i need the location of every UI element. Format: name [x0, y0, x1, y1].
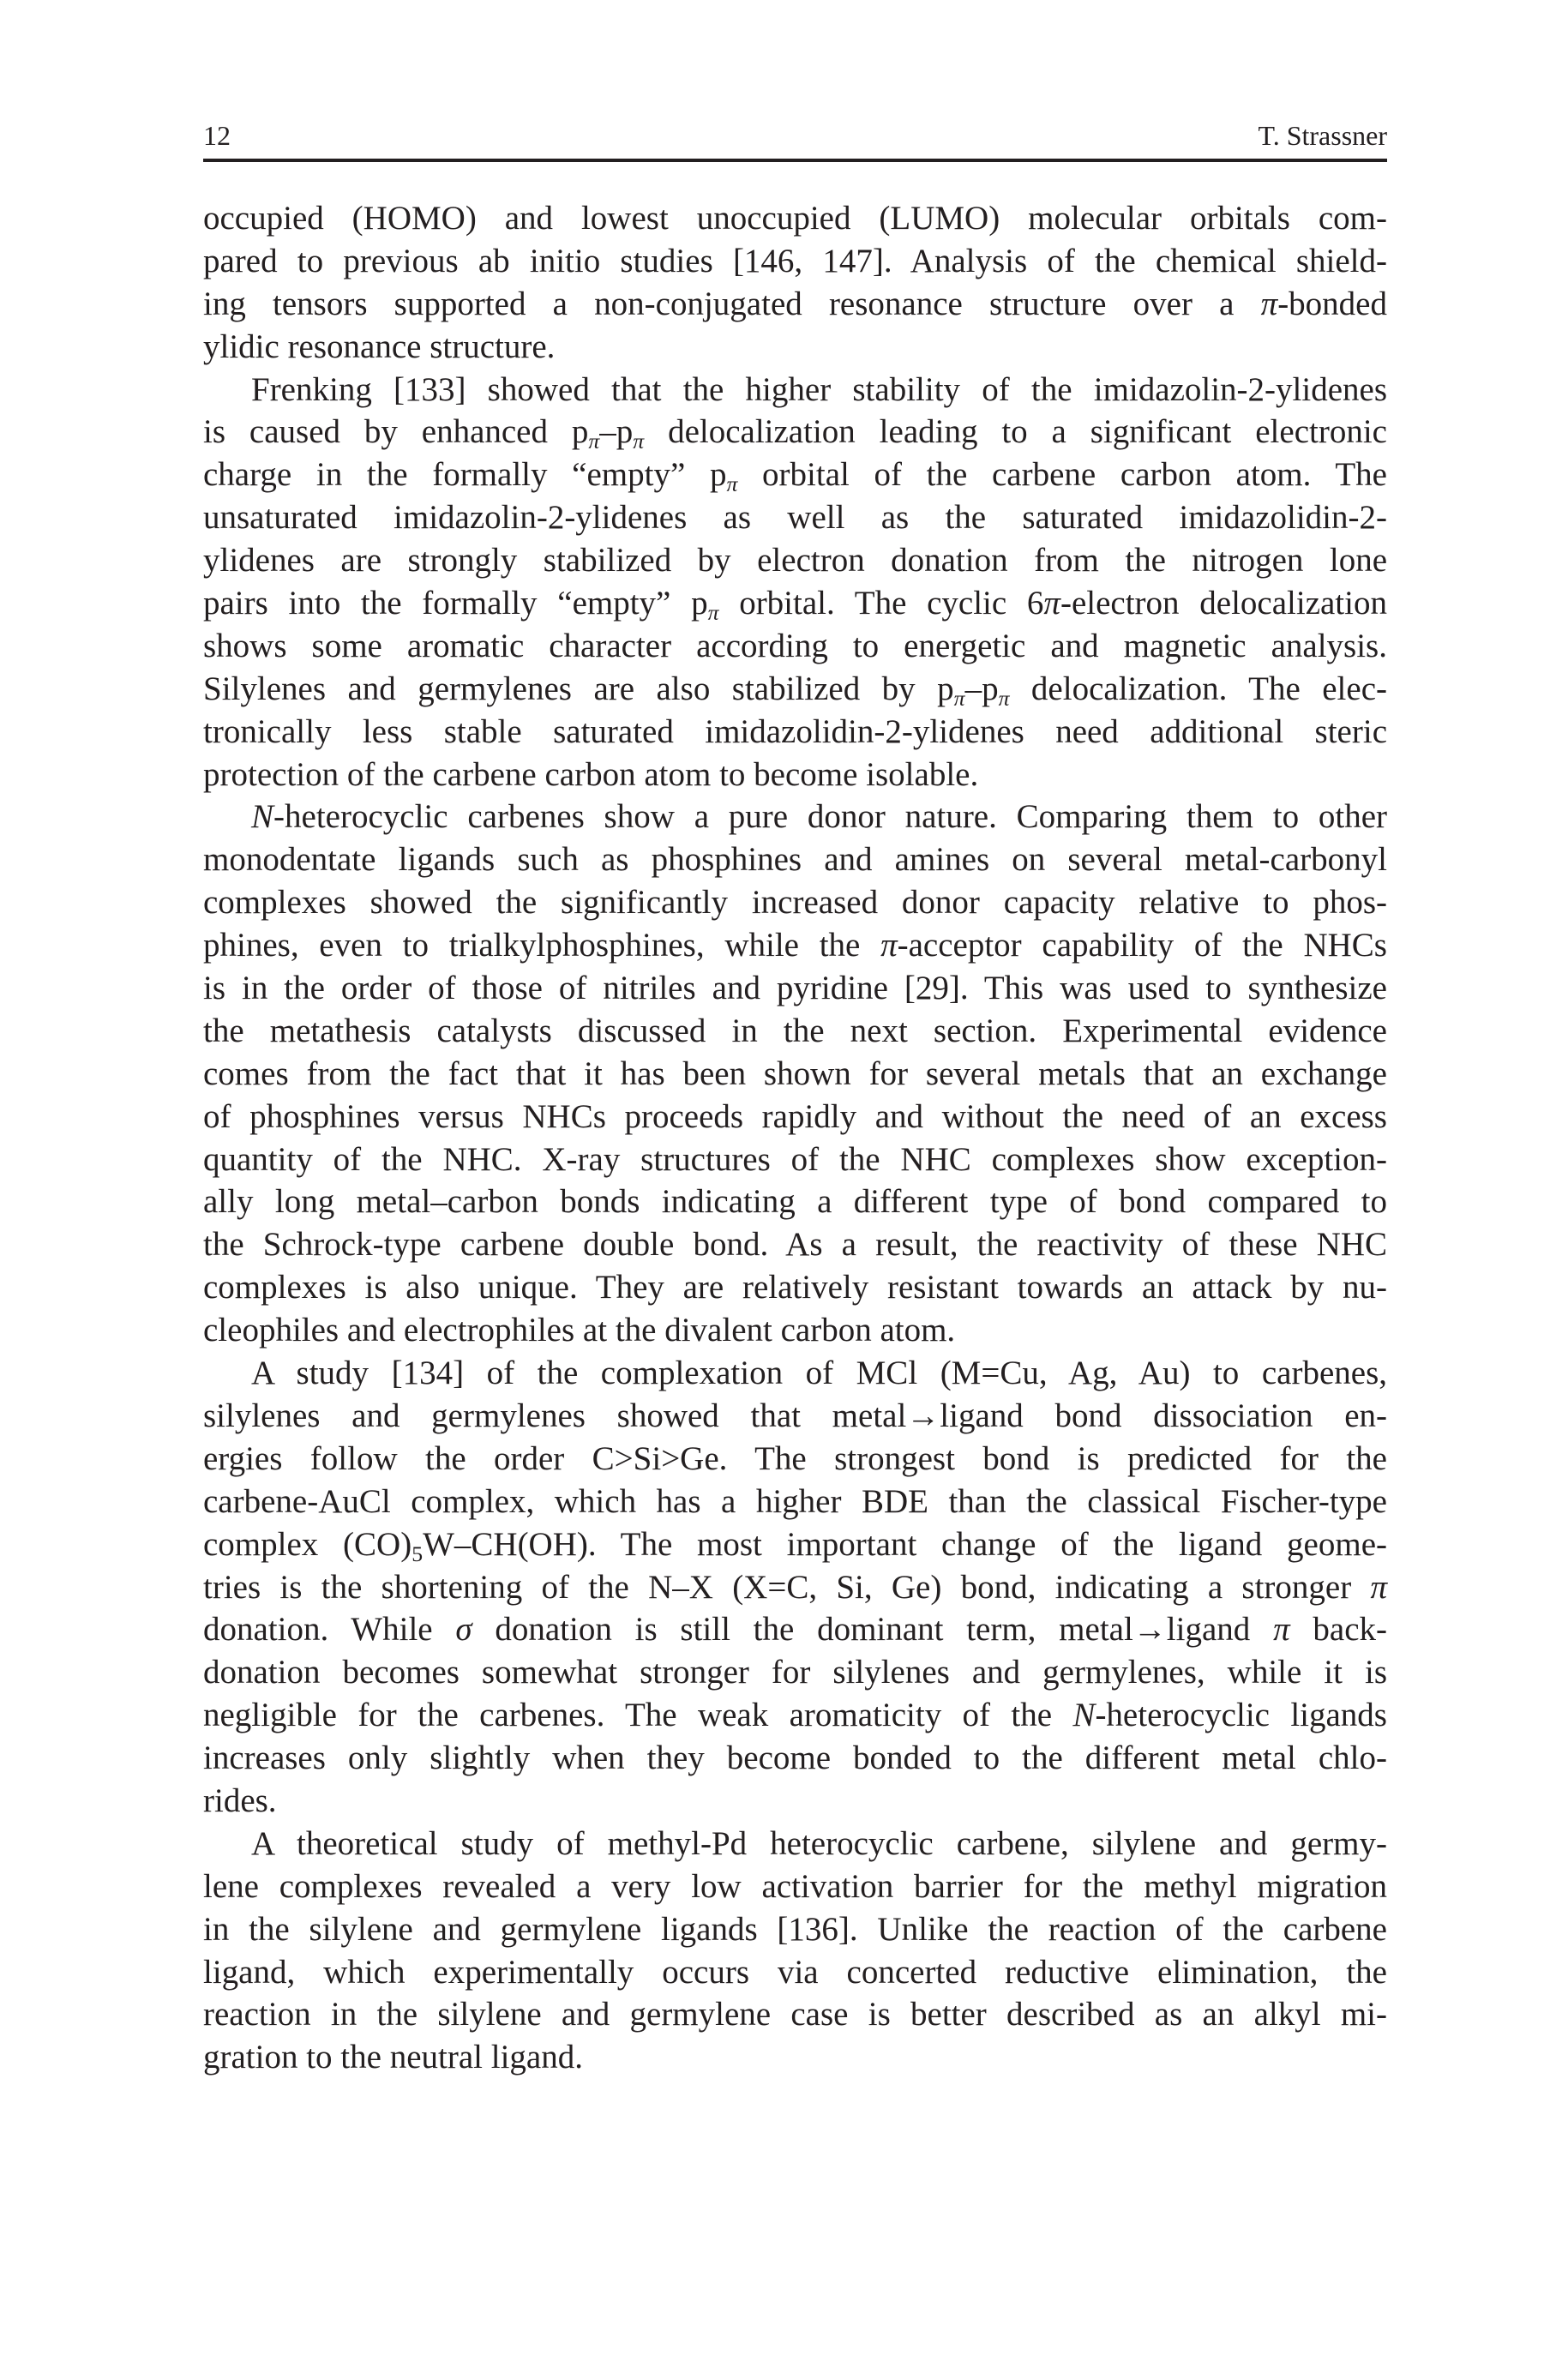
- text-run: the metathesis catalysts discussed in the next section. Experimental evidence: [203, 1012, 1387, 1049]
- text-line: [203, 838, 1387, 881]
- text-line: [203, 1865, 1387, 1908]
- text-run: complexes is also unique. They are relatively resistant towards an attack by nu-: [203, 1269, 1387, 1307]
- text-line: [203, 1823, 1387, 1865]
- text-line: [203, 1481, 1387, 1523]
- text-run: back-: [1289, 1611, 1387, 1649]
- text-line: [203, 1138, 1387, 1181]
- text-run: complex (CO): [203, 1525, 412, 1563]
- text-line: [203, 1737, 1387, 1780]
- text-line: [203, 967, 1387, 1010]
- text-run: delocalization. The elec-: [1009, 670, 1387, 707]
- text-run: W–CH(OH). The most important change of the ligand geome-: [423, 1525, 1387, 1563]
- text-run: –p: [599, 413, 634, 451]
- text-run: A study [134] of the complexation of MCl (M=Cu, Ag, Au) to carbenes,: [251, 1355, 1387, 1392]
- text-run: orbital. The cyclic 6: [718, 585, 1044, 622]
- text-run: -bonded: [1277, 285, 1387, 322]
- text-run: rides.: [203, 1781, 277, 1819]
- text-line: [203, 1993, 1387, 2036]
- text-run: lene complexes revealed a very low activation barrier for the methyl migration: [203, 1867, 1387, 1905]
- text-run: comes from the fact that it has been shown for several metals that an exchange: [203, 1054, 1387, 1092]
- inline-i: π: [1043, 585, 1060, 622]
- text-line: [203, 754, 1387, 796]
- page-number: 12: [203, 120, 231, 151]
- text-line: [203, 1180, 1387, 1223]
- text-run: –p: [964, 670, 999, 707]
- text-run: ylidic resonance structure.: [203, 327, 556, 365]
- text-line: [203, 1266, 1387, 1309]
- inline-sub-i: π: [998, 686, 1010, 711]
- text-run: gration to the neutral ligand.: [203, 2039, 583, 2076]
- text-line: [203, 1223, 1387, 1266]
- inline-i: σ: [455, 1611, 472, 1649]
- text-run: donation is still the dominant term, metal→ligand: [472, 1611, 1274, 1649]
- text-run: phines, even to trialkylphosphines, while the: [203, 927, 881, 964]
- text-line: [203, 496, 1387, 539]
- text-line: [203, 1566, 1387, 1609]
- text-line: [203, 1523, 1387, 1566]
- text-run: charge in the formally “empty” p: [203, 456, 727, 494]
- body-text: [203, 197, 1387, 2079]
- inline-i: π: [880, 927, 898, 964]
- text-run: monodentate ligands such as phosphines and amines on several metal-carbonyl: [203, 841, 1387, 879]
- text-line: [203, 1694, 1387, 1737]
- text-line: [203, 881, 1387, 924]
- text-line: [203, 668, 1387, 711]
- paragraph: [203, 796, 1387, 1352]
- running-head: [203, 118, 1387, 153]
- text-line: [203, 1780, 1387, 1823]
- text-line: [203, 1309, 1387, 1352]
- text-run: silylenes and germylenes showed that metal→ligand bond dissociation en-: [203, 1397, 1387, 1434]
- text-run: cleophiles and electrophiles at the divalent carbon atom.: [203, 1312, 956, 1349]
- text-line: [203, 539, 1387, 582]
- text-run: orbital of the carbene carbon atom. The: [737, 456, 1387, 494]
- text-run: donation. While: [203, 1611, 456, 1649]
- paragraph: [203, 1352, 1387, 1823]
- text-line: [203, 1395, 1387, 1438]
- text-run: delocalization leading to a significant electronic: [644, 413, 1387, 451]
- text-line: [203, 1908, 1387, 1951]
- inline-sub: 5: [412, 1541, 424, 1566]
- text-line: [203, 582, 1387, 625]
- text-run: -heterocyclic ligands: [1095, 1697, 1387, 1734]
- text-run: is caused by enhanced p: [203, 413, 589, 451]
- text-run: -electron delocalization: [1060, 585, 1387, 622]
- text-line: [203, 1608, 1387, 1651]
- inline-i: N: [1072, 1697, 1096, 1734]
- text-line: [203, 411, 1387, 454]
- text-run: ylidenes are strongly stabilized by electron donation from the nitrogen lone: [203, 542, 1387, 580]
- text-line: [203, 2036, 1387, 2079]
- text-run: shows some aromatic character according to energetic and magnetic analysis.: [203, 627, 1387, 664]
- inline-sub-i: π: [707, 600, 719, 626]
- inline-i: π: [1370, 1568, 1387, 1606]
- text-line: [203, 1352, 1387, 1395]
- text-line: [203, 197, 1387, 240]
- inline-sub-i: π: [588, 429, 600, 454]
- text-line: [203, 711, 1387, 754]
- paragraph: [203, 197, 1387, 369]
- inline-i: N: [251, 798, 274, 836]
- text-run: pairs into the formally “empty” p: [203, 585, 708, 622]
- text-run: pared to previous ab initio studies [146, 147]. Analysis of the chemical shield-: [203, 242, 1387, 279]
- text-line: [203, 326, 1387, 369]
- text-line: [203, 1053, 1387, 1096]
- text-run: A theoretical study of methyl-Pd heterocyclic carbene, silylene and germy-: [251, 1824, 1387, 1862]
- inline-i: π: [1260, 285, 1278, 322]
- inline-sub-i: π: [953, 686, 965, 711]
- text-run: increases only slightly when they become bonded to the different metal chlo-: [203, 1739, 1387, 1777]
- text-run: is in the order of those of nitriles and pyridine [29]. This was used to synthesize: [203, 970, 1387, 1007]
- text-line: [203, 240, 1387, 283]
- text-run: tries is the shortening of the N–X (X=C, Si, Ge) bond, indicating a stronger: [203, 1568, 1371, 1606]
- text-line: [203, 625, 1387, 668]
- text-line: [203, 796, 1387, 838]
- text-run: the Schrock-type carbene double bond. As a result, the reactivity of these NHC: [203, 1226, 1387, 1264]
- inline-sub-i: π: [633, 429, 645, 454]
- running-head-author: T. Strassner: [1258, 120, 1387, 151]
- header-rule: [203, 159, 1387, 162]
- text-line: [203, 454, 1387, 496]
- text-line: [203, 1096, 1387, 1138]
- text-run: quantity of the NHC. X-ray structures of the NHC complexes show exception-: [203, 1140, 1387, 1178]
- text-run: negligible for the carbenes. The weak aromaticity of the: [203, 1697, 1073, 1734]
- text-run: of phosphines versus NHCs proceeds rapidly and without the need of an excess: [203, 1097, 1387, 1135]
- text-run: ligand, which experimentally occurs via concerted reductive elimination, the: [203, 1953, 1387, 1991]
- text-run: reaction in the silylene and germylene case is better described as an alkyl mi-: [203, 1996, 1387, 2034]
- text-line: [203, 1651, 1387, 1694]
- text-run: unsaturated imidazolin-2-ylidenes as well as the saturated imidazolidin-2-: [203, 499, 1387, 537]
- text-run: ing tensors supported a non-conjugated resonance structure over a: [203, 285, 1261, 322]
- text-run: -acceptor capability of the NHCs: [897, 927, 1387, 964]
- inline-sub-i: π: [726, 472, 738, 497]
- text-run: -heterocyclic carbenes show a pure donor nature. Comparing them to other: [273, 798, 1387, 836]
- text-line: [203, 283, 1387, 326]
- text-run: donation becomes somewhat stronger for silylenes and germylenes, while it is: [203, 1654, 1387, 1691]
- text-run: carbene-AuCl complex, which has a higher BDE than the classical Fischer-type: [203, 1482, 1387, 1520]
- text-line: [203, 369, 1387, 412]
- text-run: ally long metal–carbon bonds indicating a different type of bond compared to: [203, 1183, 1387, 1221]
- text-line: [203, 1010, 1387, 1053]
- text-run: Silylenes and germylenes are also stabilized by p: [203, 670, 954, 707]
- text-run: complexes showed the significantly increased donor capacity relative to phos-: [203, 884, 1387, 922]
- text-run: ergies follow the order C>Si>Ge. The strongest bond is predicted for the: [203, 1439, 1387, 1477]
- text-run: protection of the carbene carbon atom to become isolable.: [203, 755, 979, 793]
- inline-i: π: [1273, 1611, 1290, 1649]
- text-run: tronically less stable saturated imidazolidin-2-ylidenes need additional steric: [203, 712, 1387, 750]
- text-line: [203, 1438, 1387, 1481]
- text-run: occupied (HOMO) and lowest unoccupied (LUMO) molecular orbitals com-: [203, 200, 1387, 237]
- text-line: [203, 1951, 1387, 1994]
- text-run: in the silylene and germylene ligands [136]. Unlike the reaction of the carbene: [203, 1910, 1387, 1948]
- paragraph: [203, 1823, 1387, 2079]
- paragraph: [203, 369, 1387, 796]
- text-line: [203, 924, 1387, 967]
- text-run: Frenking [133] showed that the higher stability of the imidazolin-2-ylidenes: [251, 370, 1387, 408]
